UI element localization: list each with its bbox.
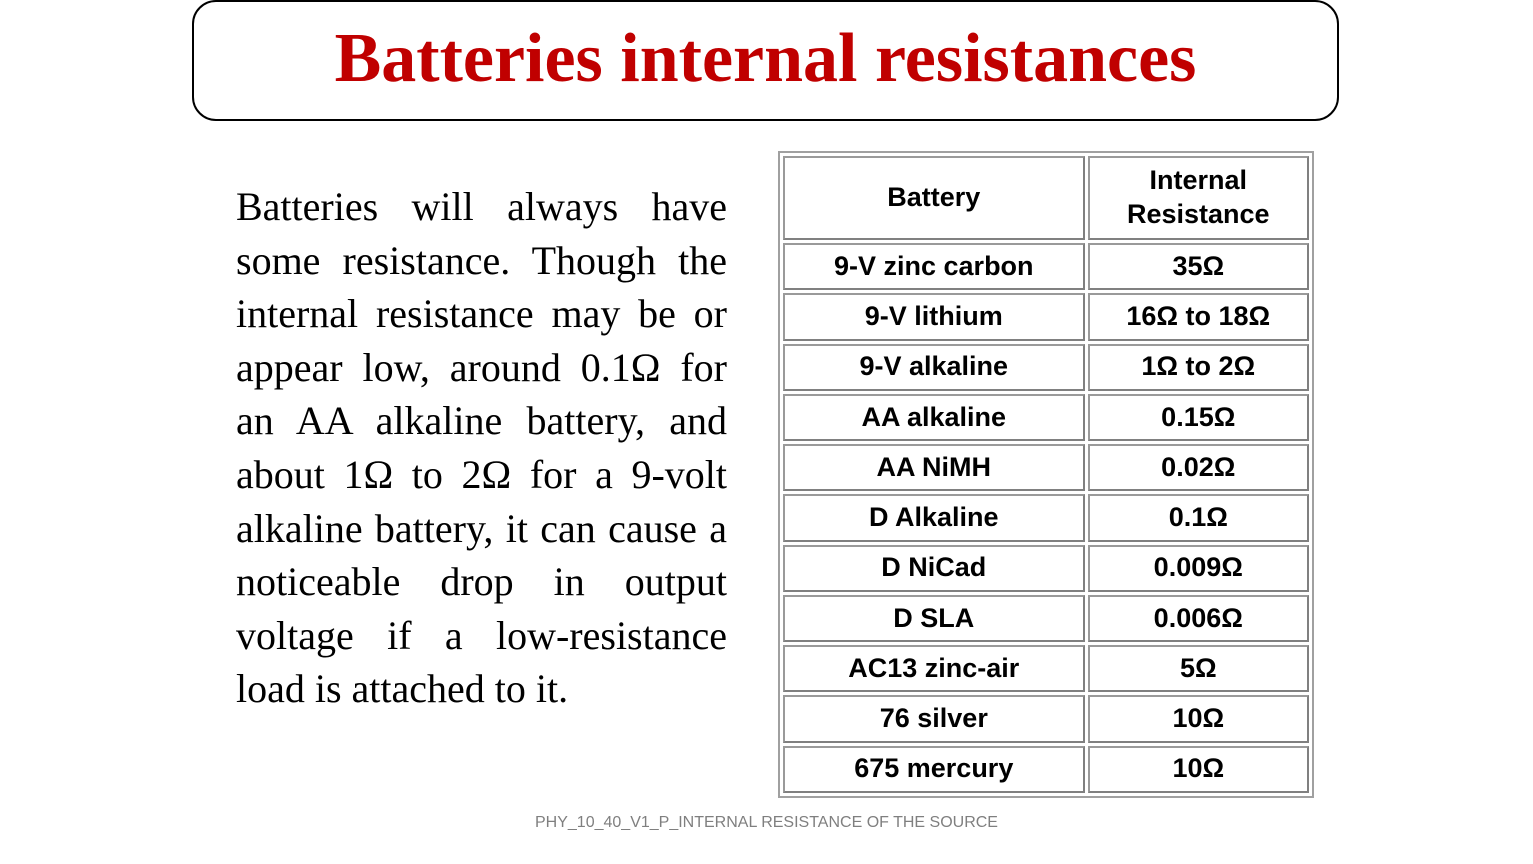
resistance-cell: 5Ω — [1088, 645, 1309, 692]
table-row — [783, 746, 1309, 793]
battery-cell: 675 mercury — [783, 746, 1085, 793]
resistance-cell: 0.009Ω — [1088, 545, 1309, 592]
resistance-cell: 16Ω to 18Ω — [1088, 293, 1309, 340]
resistance-cell: 0.02Ω — [1088, 444, 1309, 491]
battery-cell: D NiCad — [783, 545, 1085, 592]
resistance-cell: 0.1Ω — [1088, 494, 1309, 541]
battery-cell: 9-V zinc carbon — [783, 243, 1085, 290]
table-row — [783, 394, 1309, 441]
battery-cell: AA alkaline — [783, 394, 1085, 441]
battery-cell: AA NiMH — [783, 444, 1085, 491]
header-battery: Battery — [783, 156, 1085, 240]
resistance-cell: 10Ω — [1088, 695, 1309, 742]
battery-cell: 9-V alkaline — [783, 344, 1085, 391]
resistance-cell: 35Ω — [1088, 243, 1309, 290]
resistance-cell: 0.15Ω — [1088, 394, 1309, 441]
slide-footer: PHY_10_40_V1_P_INTERNAL RESISTANCE OF THE SOURCE — [535, 814, 998, 831]
header-internal-resistance: Internal Resistance — [1088, 156, 1309, 240]
slide-title: Batteries internal resistances — [334, 19, 1197, 97]
table-row — [783, 545, 1309, 592]
table-header-row — [783, 156, 1309, 240]
resistance-table — [780, 153, 1312, 796]
table-row — [783, 243, 1309, 290]
resistance-cell: 0.006Ω — [1088, 595, 1309, 642]
resistance-cell: 1Ω to 2Ω — [1088, 344, 1309, 391]
table-row — [783, 494, 1309, 541]
table-row — [783, 344, 1309, 391]
battery-cell: AC13 zinc-air — [783, 645, 1085, 692]
table-row — [783, 645, 1309, 692]
table-row — [783, 595, 1309, 642]
resistance-table-frame — [778, 151, 1314, 798]
table-row — [783, 695, 1309, 742]
body-paragraph: Batteries will always have some resistance. Though the internal resistance may be or appear low, around 0.1Ω for an AA alkaline battery, and about 1Ω to 2Ω for a 9-volt alkaline battery, it can cause a noticeable drop in output voltage if a low-resistance load is attached to it. — [236, 184, 727, 712]
title-box — [192, 0, 1339, 121]
resistance-cell: 10Ω — [1088, 746, 1309, 793]
battery-cell: 76 silver — [783, 695, 1085, 742]
battery-cell: D SLA — [783, 595, 1085, 642]
table-row — [783, 293, 1309, 340]
battery-cell: D Alkaline — [783, 494, 1085, 541]
table-row — [783, 444, 1309, 491]
battery-cell: 9-V lithium — [783, 293, 1085, 340]
